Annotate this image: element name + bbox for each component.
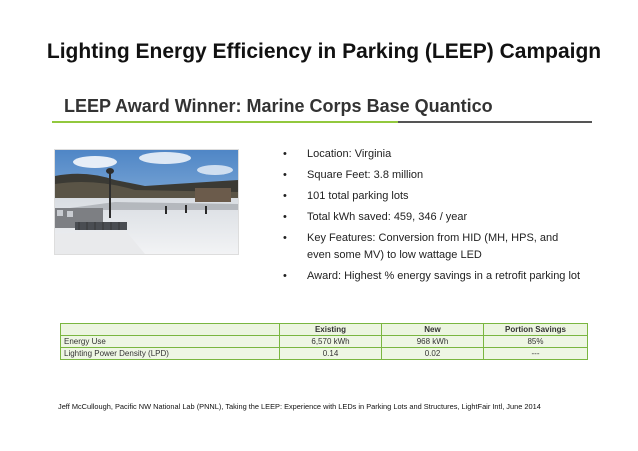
fact-award: Award: Highest % energy savings in a retrofit parking lot bbox=[307, 270, 581, 282]
fact-parking-lots: 101 total parking lots bbox=[307, 190, 409, 202]
slide-subtitle: LEEP Award Winner: Marine Corps Base Quantico bbox=[64, 96, 493, 116]
list-item bbox=[283, 188, 583, 205]
bullet-icon: • bbox=[283, 169, 287, 181]
table-row bbox=[61, 336, 588, 348]
table-header-row bbox=[61, 324, 588, 336]
bullet-icon: • bbox=[283, 148, 287, 160]
fact-location: Location: Virginia bbox=[307, 148, 392, 160]
facts-list bbox=[283, 146, 583, 289]
table-header-existing: Existing bbox=[280, 324, 382, 336]
fact-key-features: Key Features: Conversion from HID (MH, HPS, and even some MV) to low wattage LED bbox=[307, 232, 559, 261]
bullet-icon: • bbox=[283, 211, 287, 223]
table-header-blank bbox=[61, 324, 280, 336]
list-item bbox=[283, 209, 583, 226]
table-cell: 968 kWh bbox=[382, 336, 484, 348]
table-cell: 85% bbox=[484, 336, 588, 348]
table-row bbox=[61, 348, 588, 360]
table-header-savings: Portion Savings bbox=[484, 324, 588, 336]
table-cell: --- bbox=[484, 348, 588, 360]
parking-lot-photo bbox=[55, 150, 238, 254]
slide-title: Lighting Energy Efficiency in Parking (LEEP) Campaign bbox=[46, 40, 602, 63]
table-cell: 0.14 bbox=[280, 348, 382, 360]
bullet-icon: • bbox=[283, 270, 287, 282]
subtitle-rule bbox=[398, 121, 592, 123]
bullet-icon: • bbox=[283, 190, 287, 202]
table-cell: 0.02 bbox=[382, 348, 484, 360]
table-header-new: New bbox=[382, 324, 484, 336]
bullet-icon: • bbox=[283, 232, 287, 244]
table-cell: Lighting Power Density (LPD) bbox=[61, 348, 280, 360]
savings-table bbox=[60, 323, 588, 360]
table-cell: 6,570 kWh bbox=[280, 336, 382, 348]
table-cell: Energy Use bbox=[61, 336, 280, 348]
fact-square-feet: Square Feet: 3.8 million bbox=[307, 169, 424, 181]
list-item bbox=[283, 230, 583, 264]
list-item bbox=[283, 268, 583, 285]
list-item bbox=[283, 146, 583, 163]
source-citation: Jeff McCullough, Pacific NW National Lab (PNNL), Taking the LEEP: Experience with LEDs in Parking Lots and Structures, LightFair Intl, June 2014 bbox=[58, 402, 541, 411]
fact-kwh-saved: Total kWh saved: 459, 346 / year bbox=[307, 211, 468, 223]
list-item bbox=[283, 167, 583, 184]
subtitle-rule-accent bbox=[52, 121, 398, 123]
